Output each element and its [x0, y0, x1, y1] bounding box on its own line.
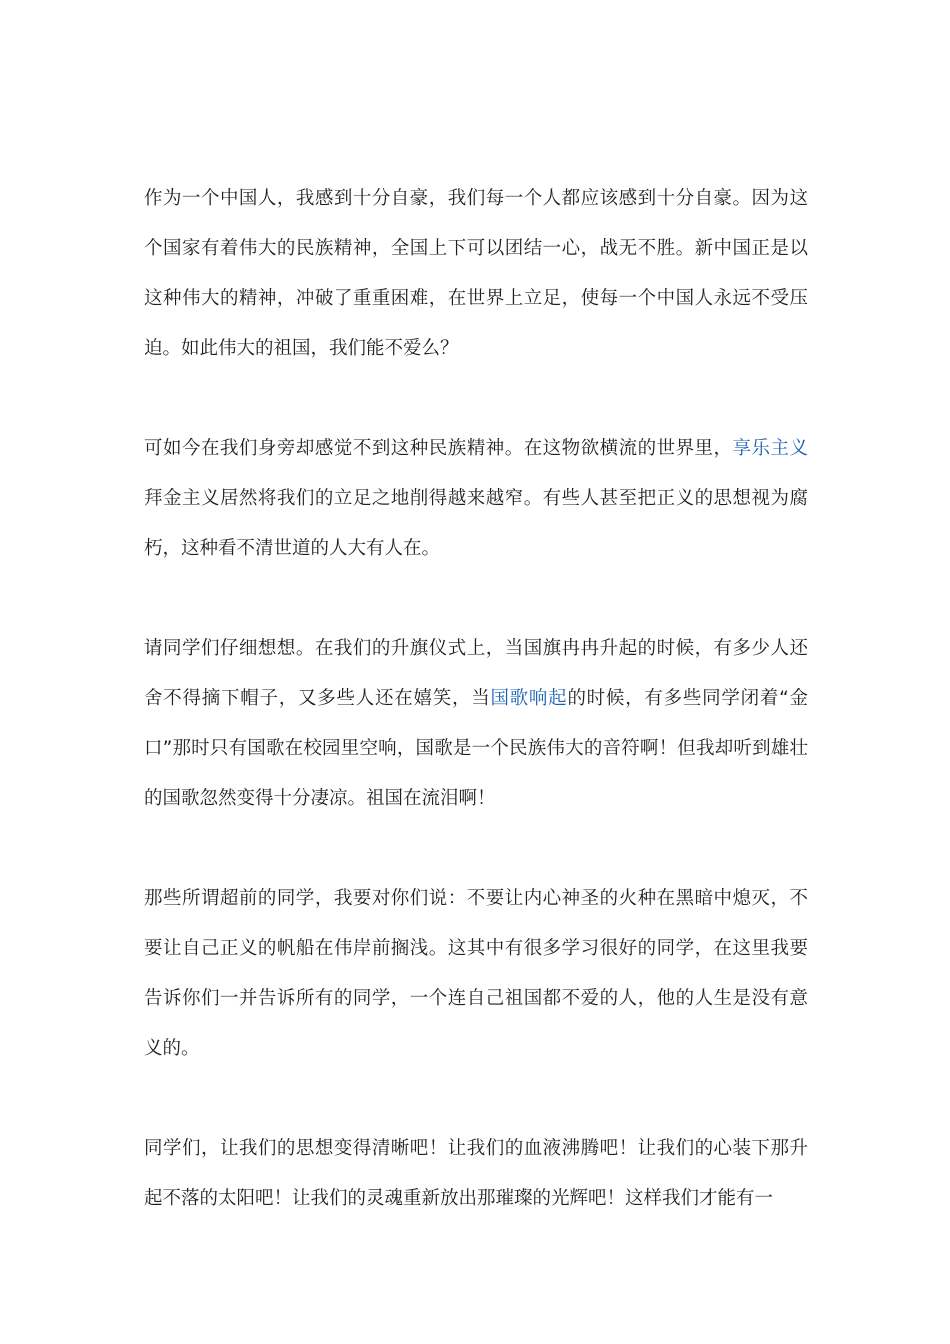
paragraph-text: 作为一个中国人，我感到十分自豪，我们每一个人都应该感到十分自豪。因为这个国家有着伟大的民族精神，全国上下可以团结一心，战无不胜。新中国正是以这种伟大的精神，冲破了重重困难，在世界上立足，使每一个中国人永远不受压迫。如此伟大的祖国，我们能不爱么？: [144, 188, 808, 359]
document-body: [144, 174, 808, 1274]
paragraph-3: [144, 624, 808, 824]
paragraph-text: 的时候，有多些同学闭着“金口”那时只有国歌在校园里空响，国歌是一个民族伟大的音符啊！但我却听到雄壮的国歌忽然变得十分凄凉。祖国在流泪啊！: [144, 688, 808, 809]
link-national-anthem[interactable]: 国歌响起: [490, 688, 568, 709]
paragraph-5: [144, 1124, 808, 1224]
paragraph-text: 可如今在我们身旁却感觉不到这种民族精神。在这物欲横流的世界里，: [144, 438, 733, 459]
paragraph-1: [144, 174, 808, 374]
paragraph-text: 同学们，让我们的思想变得清晰吧！让我们的血液沸腾吧！让我们的心装下那升起不落的太阳吧！让我们的灵魂重新放出那璀璨的光辉吧！这样我们才能有一: [144, 1138, 808, 1209]
paragraph-text: 请同学们仔细想想。在我们的升旗仪式上，当国旗冉冉升起的时候，有多少人还舍不得摘下帽子，又多些人还在嬉笑，当: [144, 638, 808, 709]
paragraph-text: 那些所谓超前的同学，我要对你们说：不要让内心神圣的火种在黑暗中熄灭，不要让自己正义的帆船在伟岸前搁浅。这其中有很多学习很好的同学，在这里我要告诉你们一并告诉所有的同学，一个连自己祖国都不爱的人，他的人生是没有意义的。: [144, 888, 808, 1059]
paragraph-4: [144, 874, 808, 1074]
link-hedonism[interactable]: 享乐主义: [732, 438, 808, 459]
paragraph-2: [144, 424, 808, 574]
paragraph-text: 拜金主义居然将我们的立足之地削得越来越窄。有些人甚至把正义的思想视为腐朽，这种看不清世道的人大有人在。: [144, 488, 808, 559]
